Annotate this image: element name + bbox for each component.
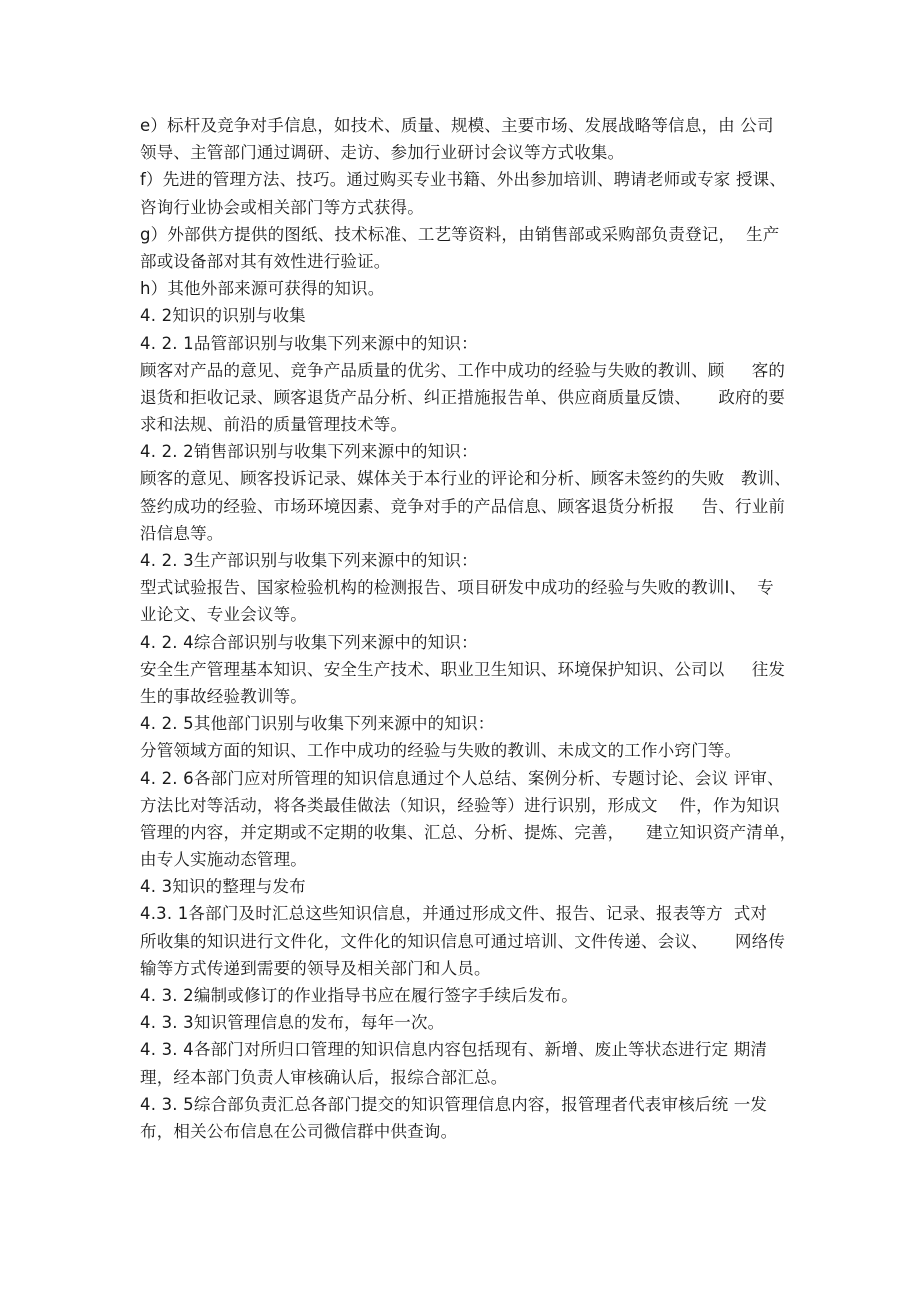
subsection-heading: 4. 3. 5综合部负责汇总各部门提交的知识管理信息内容，报管理者代表审核后统 一发 — [140, 1094, 768, 1114]
subsection-heading: 4. 3. 4各部门对所归口管理的知识信息内容包括现有、新增、废止等状态进行定 期清 — [140, 1040, 768, 1060]
text-line: g）外部供方提供的图纸、技术标准、工艺等资料，由销售部或采购部负责登记， 生产 — [140, 224, 780, 244]
text-line: 咨询行业协会或相关部门等方式获得。 — [140, 197, 424, 217]
text-line: 签约成功的经验、市场环境因素、竞争对手的产品信息、顾客退货分析报 告、行业前 — [140, 496, 786, 516]
subsection-heading: 4. 2. 2销售部识别与收集下列来源中的知识： — [140, 442, 478, 462]
document-body — [140, 112, 800, 1145]
text-line: 顾客对产品的意见、竞争产品质量的优劣、工作中成功的经验与失败的教训、顾 客的 — [140, 360, 786, 380]
section-heading: 4. 3知识的整理与发布 — [140, 877, 306, 897]
text-line: 业论文、专业会议等。 — [140, 605, 307, 625]
text-line: 退货和拒收记录、顾客退货产品分析、纠正措施报告单、供应商质量反馈、 政府的要 — [140, 387, 786, 407]
text-line: 由专人实施动态管理。 — [140, 850, 307, 870]
text-line: e）标杆及竞争对手信息，如技术、质量、规模、主要市场、发展战略等信息，由 公司 — [140, 116, 774, 135]
text-line: h）其他外部来源可获得的知识。 — [140, 279, 385, 299]
text-line: 理，经本部门负责人审核确认后，报综合部汇总。 — [140, 1067, 508, 1087]
text-line: 分管领域方面的知识、工作中成功的经验与失败的教训、未成文的工作小窍门等。 — [140, 741, 742, 761]
text-line: 求和法规、前沿的质量管理技术等。 — [140, 415, 408, 435]
subsection-heading: 4. 2. 1品管部识别与收集下列来源中的知识： — [140, 333, 478, 353]
text-line: 生的事故经验教训等。 — [140, 686, 307, 706]
text-line: 顾客的意见、顾客投诉记录、媒体关于本行业的评论和分析、顾客未签约的失败 教训、 — [140, 469, 791, 489]
text-line: 所收集的知识进行文件化，文件化的知识信息可通过培训、文件传递、会议、 网络传 — [140, 931, 786, 951]
text-line: 部或设备部对其有效性进行验证。 — [140, 251, 391, 271]
text-line: 沿信息等。 — [140, 523, 224, 543]
subsection-heading: 4.3. 1各部门及时汇总这些知识信息，并通过形成文件、报告、记录、报表等方 式对 — [140, 904, 768, 924]
text-line: 布，相关公布信息在公司微信群中供查询。 — [140, 1121, 458, 1141]
text-line: 型式试验报告、国家检验机构的检测报告、项目研发中成功的经验与失败的教训I、 专 — [140, 578, 774, 598]
section-heading: 4. 2知识的识别与收集 — [140, 306, 306, 326]
subsection-heading: 4. 2. 6各部门应对所管理的知识信息通过个人总结、案例分析、专题讨论、会议 评审、 — [140, 768, 784, 788]
subsection-heading: 4. 3. 2编制或修订的作业指导书应在履行签字手续后发布。 — [140, 986, 578, 1005]
text-line: 安全生产管理基本知识、安全生产技术、职业卫生知识、环境保护知识、公司以 往发 — [140, 659, 786, 679]
text-line: f）先进的管理方法、技巧。通过购买专业书籍、外出参加培训、聘请老师或专家 授课、 — [140, 170, 787, 190]
text-line: 输等方式传递到需要的领导及相关部门和人员。 — [140, 958, 491, 978]
subsection-heading: 4. 2. 4综合部识别与收集下列来源中的知识： — [140, 632, 478, 652]
subsection-heading: 4. 2. 5其他部门识别与收集下列来源中的知识： — [140, 714, 495, 734]
subsection-heading: 4. 2. 3生产部识别与收集下列来源中的知识： — [140, 551, 478, 570]
text-line: 管理的内容，并定期或不定期的收集、汇总、分析、提炼、完善， 建立知识资产清单， — [140, 822, 797, 842]
subsection-heading: 4. 3. 3知识管理信息的发布，每年一次。 — [140, 1013, 445, 1033]
text-line: 方法比对等活动，将各类最佳做法（知识，经验等）进行识别，形成文 件，作为知识 — [140, 795, 780, 815]
text-line: 领导、主管部门通过调研、走访、参加行业研讨会议等方式收集。 — [140, 143, 625, 163]
